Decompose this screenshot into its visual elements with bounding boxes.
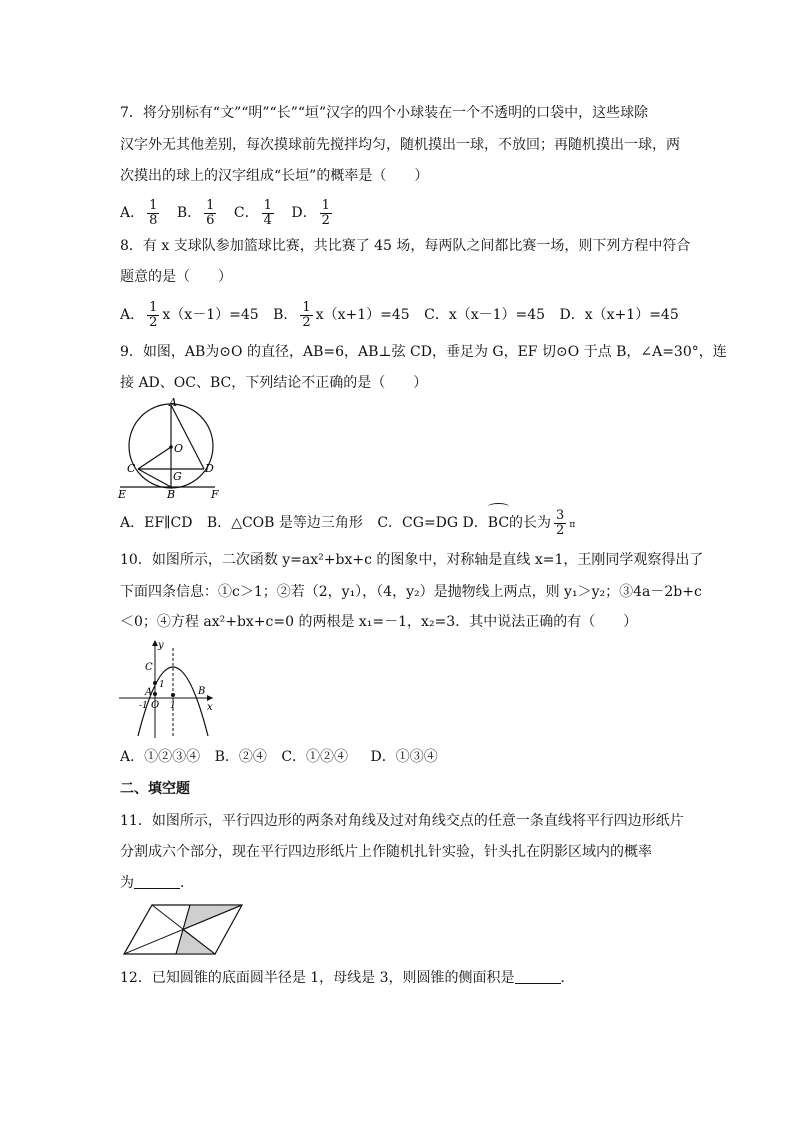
q7-line-2: 汉字外无其他差别，每次摸球前先搅拌均匀，随机摸出一球，不放回；再随机摸出一球，两 — [120, 137, 680, 153]
q8-option-d[interactable]: D．x（x+1）=45 — [559, 307, 679, 323]
q7-option-b[interactable]: B． $\frac{1}{6}$ — [176, 197, 215, 228]
q12-line: 12．已知圆锥的底面圆半径是 1，母线是 3，则圆锥的侧面积是 ． — [120, 970, 575, 986]
q11-parallelogram-figure — [118, 900, 248, 960]
label-y: y — [158, 640, 164, 651]
q9-line-2: 接 AD、OC、BC，下列结论不正确的是（ ） — [120, 375, 428, 391]
label-d: D — [205, 462, 214, 475]
q10-option-c[interactable]: C．①②④ — [281, 749, 349, 765]
q8-option-a[interactable]: A． $\frac{1}{2}$ x（x－1）=45 — [120, 299, 259, 330]
q11-line-3: 为 ． — [120, 875, 194, 891]
q7-line-1: 7．将分别标有“文”“明”“长”“垣”汉字的四个小球装在一个不透明的口袋中，这些球除 — [120, 105, 649, 121]
q8-line-1: 8．有 x 支球队参加篮球比赛，共比赛了 45 场，每两队之间都比赛一场，则下列方程中符合 — [120, 238, 691, 254]
q10-options — [120, 747, 448, 767]
q9-option-c[interactable]: C．CG=DG — [377, 515, 459, 531]
q12-answer-blank[interactable] — [515, 969, 561, 984]
q8-option-c[interactable]: C．x（x－1）=45 — [424, 307, 546, 323]
q7-option-c[interactable]: C． $\frac{1}{4}$ — [233, 197, 272, 228]
q10-option-a[interactable]: A．①②③④ — [120, 749, 201, 765]
label-b: B — [167, 488, 176, 500]
label-b: B — [198, 686, 206, 697]
q9-options — [120, 508, 585, 540]
label-c: C — [127, 462, 136, 475]
label-c: C — [145, 662, 153, 673]
label-g: G — [173, 470, 182, 483]
q10-option-d[interactable]: D．①③④ — [370, 749, 438, 765]
q9-circle-figure — [115, 398, 225, 500]
q9-option-b[interactable]: B．△COB 是等边三角形 — [206, 515, 363, 531]
q10-line-1: 10．如图所示，二次函数 y=ax²+bx+c 的图象中，对称轴是直线 x=1，王刚同学观察得出了 — [120, 552, 704, 568]
q10-option-b[interactable]: B．②④ — [214, 749, 267, 765]
label-f: F — [211, 488, 219, 500]
label-o: O — [174, 442, 184, 455]
q8-options — [120, 300, 689, 330]
label-x: x — [207, 702, 213, 713]
q7-options — [120, 198, 345, 228]
q7-option-d[interactable]: D． $\frac{1}{2}$ — [291, 197, 330, 228]
q11-line-2: 分割成六个部分，现在平行四边形纸片上作随机扎针实验，针头扎在阴影区域内的概率 — [120, 844, 652, 860]
arc-bc: BC — [488, 508, 509, 538]
label-one: 1 — [159, 680, 165, 690]
q8-option-b[interactable]: B． $\frac{1}{2}$ x（x+1）=45 — [273, 299, 410, 330]
label-e: E — [118, 488, 127, 500]
q8-line-2: 题意的是（ ） — [120, 269, 232, 285]
q9-line-1: 9．如图，AB为⊙O 的直径，AB=6，AB⊥弦 CD，垂足为 G，EF 切⊙O 于点 B，∠A=30°，连 — [120, 344, 727, 360]
label-o: O — [151, 700, 160, 711]
q9-option-a[interactable]: A．EF∥CD — [120, 515, 193, 531]
q7-line-3: 次摸出的球上的汉字组成“长垣”的概率是（ ） — [120, 168, 429, 184]
q11-answer-blank[interactable] — [134, 874, 180, 889]
q11-line-1: 11．如图所示，平行四边形的两条对角线及过对角线交点的任意一条直线将平行四边形纸片 — [120, 813, 684, 829]
q7-option-a[interactable]: A． $\frac{1}{8}$ — [120, 197, 158, 228]
section-heading: 二、填空题 — [120, 781, 190, 797]
q9-option-d[interactable]: D．BC的长为 $\frac{3}{2}$ π — [462, 507, 576, 538]
label-a: A — [145, 687, 153, 698]
q10-line-3: ＜0；④方程 ax²+bx+c=0 的两根是 x₁=－1，x₂=3．其中说法正确的有（ ） — [120, 614, 638, 630]
q10-parabola-figure — [115, 638, 215, 740]
label-a: A — [169, 398, 177, 409]
label-x-one: 1 — [170, 701, 176, 711]
label-minus1: -1 — [139, 701, 148, 711]
q10-line-2: 下面四条信息：①c＞1；②若（2，y₁），（4，y₂）是抛物线上两点，则 y₁＞y₂；③4a－2b+c — [120, 584, 702, 600]
